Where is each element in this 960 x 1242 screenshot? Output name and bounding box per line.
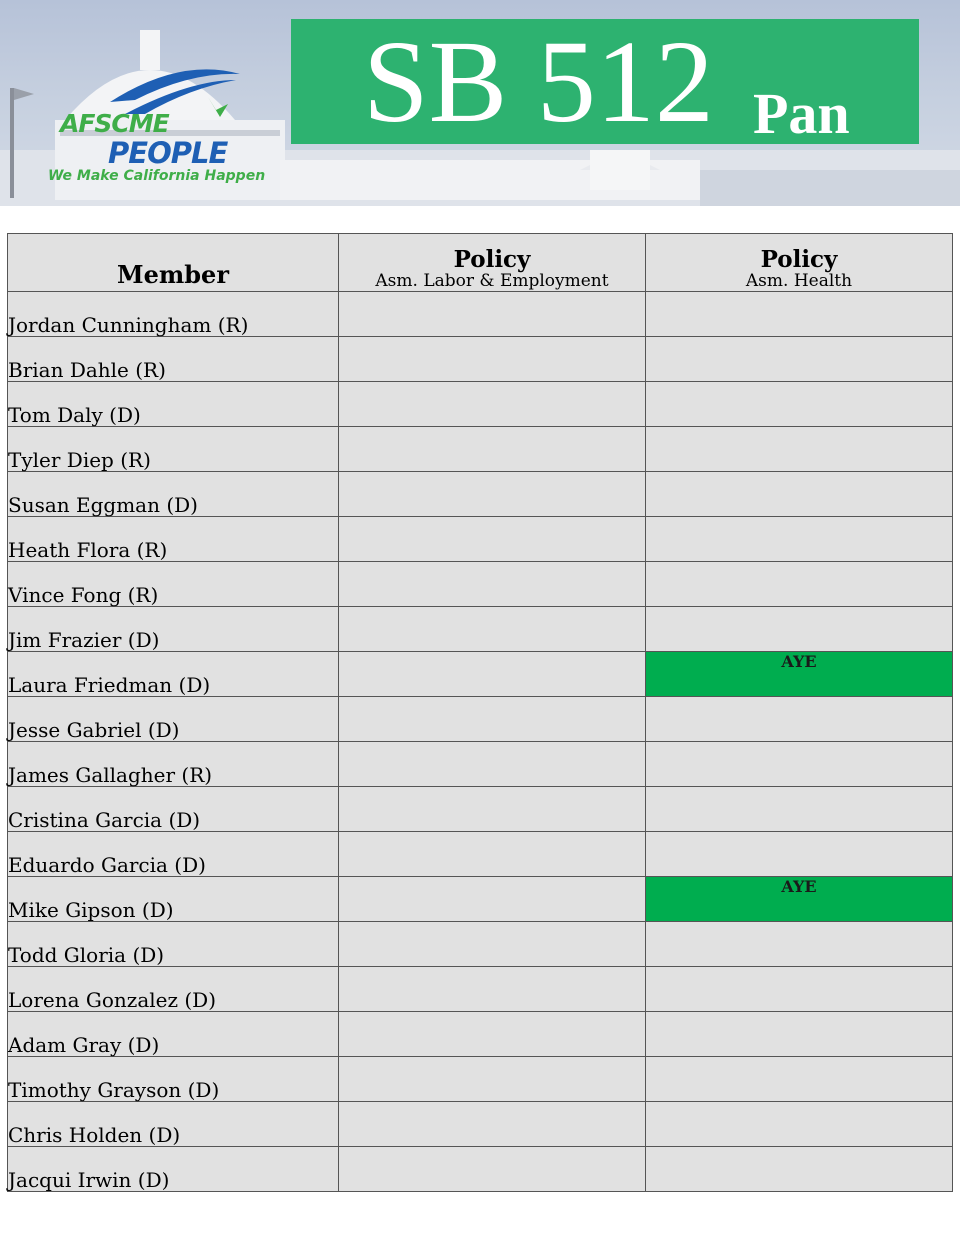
health-vote-cell — [646, 1057, 953, 1102]
vote-rows — [8, 292, 953, 1192]
header-row — [8, 234, 953, 292]
table-row — [8, 382, 953, 427]
member-name: Timothy Grayson (D) — [8, 1057, 339, 1102]
table-row — [8, 697, 953, 742]
health-vote-cell — [646, 1012, 953, 1057]
health-committee-label: Asm. Health — [745, 271, 853, 291]
labor-vote-cell — [339, 1057, 646, 1102]
member-name: Cristina Garcia (D) — [8, 787, 339, 832]
labor-committee-label: Asm. Labor & Employment — [375, 271, 609, 291]
member-name: Jordan Cunningham (R) — [8, 292, 339, 337]
health-committee-header — [646, 234, 953, 292]
health-vote-cell — [646, 517, 953, 562]
health-vote-cell — [646, 922, 953, 967]
labor-vote-cell — [339, 652, 646, 697]
labor-vote-cell — [339, 832, 646, 877]
table-row — [8, 922, 953, 967]
health-vote-cell: AYE — [646, 877, 953, 922]
table-row — [8, 967, 953, 1012]
labor-vote-cell — [339, 1147, 646, 1192]
member-header — [8, 234, 339, 292]
labor-vote-cell — [339, 922, 646, 967]
member-name: Susan Eggman (D) — [8, 472, 339, 517]
labor-vote-cell — [339, 472, 646, 517]
member-name: Chris Holden (D) — [8, 1102, 339, 1147]
member-name: Jesse Gabriel (D) — [8, 697, 339, 742]
afscme-people-logo — [40, 62, 280, 192]
table-row — [8, 427, 953, 472]
labor-vote-cell — [339, 1012, 646, 1057]
member-name: Tom Daly (D) — [8, 382, 339, 427]
table-row — [8, 562, 953, 607]
table-row — [8, 1057, 953, 1102]
health-vote-cell — [646, 427, 953, 472]
member-name: Heath Flora (R) — [8, 517, 339, 562]
health-vote-cell — [646, 742, 953, 787]
labor-vote-cell — [339, 787, 646, 832]
labor-vote-cell — [339, 967, 646, 1012]
member-name: Jacqui Irwin (D) — [8, 1147, 339, 1192]
labor-vote-cell — [339, 517, 646, 562]
member-name: Adam Gray (D) — [8, 1012, 339, 1057]
labor-vote-cell — [339, 292, 646, 337]
table-row — [8, 832, 953, 877]
labor-vote-cell — [339, 562, 646, 607]
member-name: Mike Gipson (D) — [8, 877, 339, 922]
health-vote-cell — [646, 967, 953, 1012]
logo-tagline: We Make California Happen — [48, 168, 266, 184]
labor-vote-cell — [339, 382, 646, 427]
labor-committee-header — [339, 234, 646, 292]
table-row — [8, 292, 953, 337]
table-row — [8, 787, 953, 832]
table-row — [8, 607, 953, 652]
member-name: Brian Dahle (R) — [8, 337, 339, 382]
labor-policy-label: Policy — [453, 246, 531, 273]
member-name: Todd Gloria (D) — [8, 922, 339, 967]
logo-people-text: PEOPLE — [108, 136, 228, 170]
health-vote-cell — [646, 382, 953, 427]
member-name: Eduardo Garcia (D) — [8, 832, 339, 877]
health-vote-cell — [646, 787, 953, 832]
health-vote-cell: AYE — [646, 652, 953, 697]
table-row — [8, 472, 953, 517]
table-row — [8, 1012, 953, 1057]
labor-vote-cell — [339, 607, 646, 652]
labor-vote-cell — [339, 337, 646, 382]
labor-vote-cell — [339, 877, 646, 922]
labor-vote-cell — [339, 742, 646, 787]
member-name: Vince Fong (R) — [8, 562, 339, 607]
health-vote-cell — [646, 1102, 953, 1147]
bill-number: SB 512 — [363, 19, 714, 144]
vote-table — [7, 233, 953, 1192]
member-header-label: Member — [117, 260, 229, 289]
table-row — [8, 1147, 953, 1192]
health-vote-cell — [646, 1147, 953, 1192]
bill-title-box — [291, 19, 919, 144]
health-vote-cell — [646, 832, 953, 877]
health-vote-cell — [646, 292, 953, 337]
labor-vote-cell — [339, 697, 646, 742]
table-row — [8, 877, 953, 922]
member-name: Jim Frazier (D) — [8, 607, 339, 652]
member-name: James Gallagher (R) — [8, 742, 339, 787]
table-row — [8, 742, 953, 787]
table-row — [8, 652, 953, 697]
health-vote-cell — [646, 562, 953, 607]
header-banner — [0, 0, 960, 206]
table-row — [8, 337, 953, 382]
member-name: Laura Friedman (D) — [8, 652, 339, 697]
member-name: Lorena Gonzalez (D) — [8, 967, 339, 1012]
bill-author: Pan — [753, 81, 850, 144]
labor-vote-cell — [339, 427, 646, 472]
table-row — [8, 1102, 953, 1147]
health-vote-cell — [646, 472, 953, 517]
health-vote-cell — [646, 697, 953, 742]
member-name: Tyler Diep (R) — [8, 427, 339, 472]
health-vote-cell — [646, 607, 953, 652]
labor-vote-cell — [339, 1102, 646, 1147]
health-policy-label: Policy — [760, 246, 838, 273]
logo-afscme-text: AFSCME — [60, 109, 169, 138]
health-vote-cell — [646, 337, 953, 382]
table-row — [8, 517, 953, 562]
